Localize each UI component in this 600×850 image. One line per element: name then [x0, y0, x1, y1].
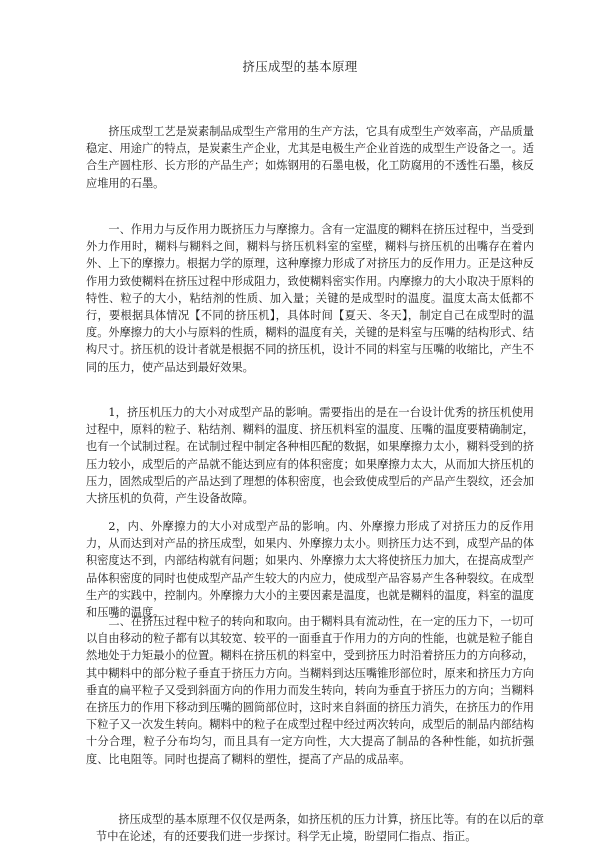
- document-title: 挤压成型的基本原理: [242, 59, 358, 74]
- paragraph-section-one: 一、作用力与反作用力既挤压力与摩擦力。含有一定温度的糊料在挤压过程中，当受到外力作用时，糊料与糊料之间，糊料与挤压机料室的室壁，糊料与挤压机的出嘴存在着内外、上下的摩擦力。根据力学的原理，这种摩擦力形成了对挤压力的反作用力。正是这种反作用力致使糊料在挤压过程中形成阻力，致使糊料密实作用。内摩擦力的大小取决于原料的特性、粒子的大小，粘结剂的性质、加入量；关键的是成型时的温度。温度太高太低都不行，要根据具体情况【不同的挤压机】，具体时间【夏天、冬天】，制定自己在成型时的温度。外摩擦力的大小与原料的性质，糊料的温度有关，关键的是料室与压嘴的结构形式、结构尺寸。挤压机的设计者就是根据不同的挤压机，设计不同的料室与压嘴的收缩比，产生不同的压力，使产品达到最好效果。: [86, 223, 534, 374]
- paragraph-point-two: 2，内、外摩擦力的大小对成型产品的影响。内、外摩擦力形成了对挤压力的反作用力，从而达到对产品的挤压成型，如果内、外摩擦力太小。则挤压力达不到，成型产品的体积密度达不到，内部结构就有问题；如果内、外摩擦力太大将使挤压力加大，在提高成型产品体积密度的同时也使成型产品产生较大的内应力，使成型产品容易产生各种裂纹。在成型生产的实践中，控制内。外摩擦力大小的主要因素是温度，也就是糊料的温度，料室的温度和压嘴的温度。: [86, 520, 534, 620]
- paragraph-point-one: 1，挤压机压力的大小对成型产品的影响。需要指出的是在一台设计优秀的挤压机使用过程中，原料的粒子、粘结剂、糊料的温度、挤压机料室的温度、压嘴的温度要精确制定，也有一个试制过程。在试制过程中制定各种相匹配的数据，如果摩擦力太小，糊料受到的挤压力较小，成型后的产品就不能达到应有的体积密度；如果摩擦力太大，从而加大挤压机的压力，固然成型后的产品达到了理想的体积密度，也会致使成型后的产品产生裂纹，还会加大挤压机的负荷，产生设备故障。: [86, 406, 534, 506]
- paragraph-conclusion: 挤压成型的基本原理不仅仅是两条，如挤压机的压力计算，挤压比等。有的在以后的章节中在论述，有的还要我们进一步探讨。科学无止境，盼望同仁指点、指正。: [96, 813, 544, 844]
- paragraph-intro: 挤压成型工艺是炭素制品成型生产常用的生产方法，它具有成型生产效率高，产品质量稳定、用途广的特点，是炭素生产企业，尤其是电极生产企业首选的成型生产设备之一。适合生产圆柱形、长方形的产品生产；如炼钢用的石墨电极，化工防腐用的不透性石墨，核反应堆用的石墨。: [86, 125, 534, 190]
- paragraph-section-two: 二、在挤压过程中粒子的转向和取向。由于糊料具有流动性，在一定的压力下，一切可以自由移动的粒子都有以其较宽、较平的一面垂直于作用力的方向的性能，也就是粒子能自然地处于力矩最小的位置。糊料在挤压机的料室中，受到挤压力时沿着挤压力的方向移动，其中糊料中的部分粒子垂直于挤压力方向。当糊料到达压嘴锥形部位时，原来和挤压力方向垂直的扁平粒子又受到斜面方向的作用力而发生转向，转向为垂直于挤压力的方向；当糊料在挤压力的作用下移动到压嘴的圆筒部位时，这时来自斜面的挤压力消失，在挤压力的作用下粒子又一次发生转向。糊料中的粒子在成型过程中经过两次转向，成型后的制品内部结构十分合理，粒子分布均匀，而且具有一定方向性，大大提高了制品的各种性能，如抗折强度、比电阻等。同时也提高了糊料的塑性，提高了产品的成品率。: [86, 615, 534, 766]
